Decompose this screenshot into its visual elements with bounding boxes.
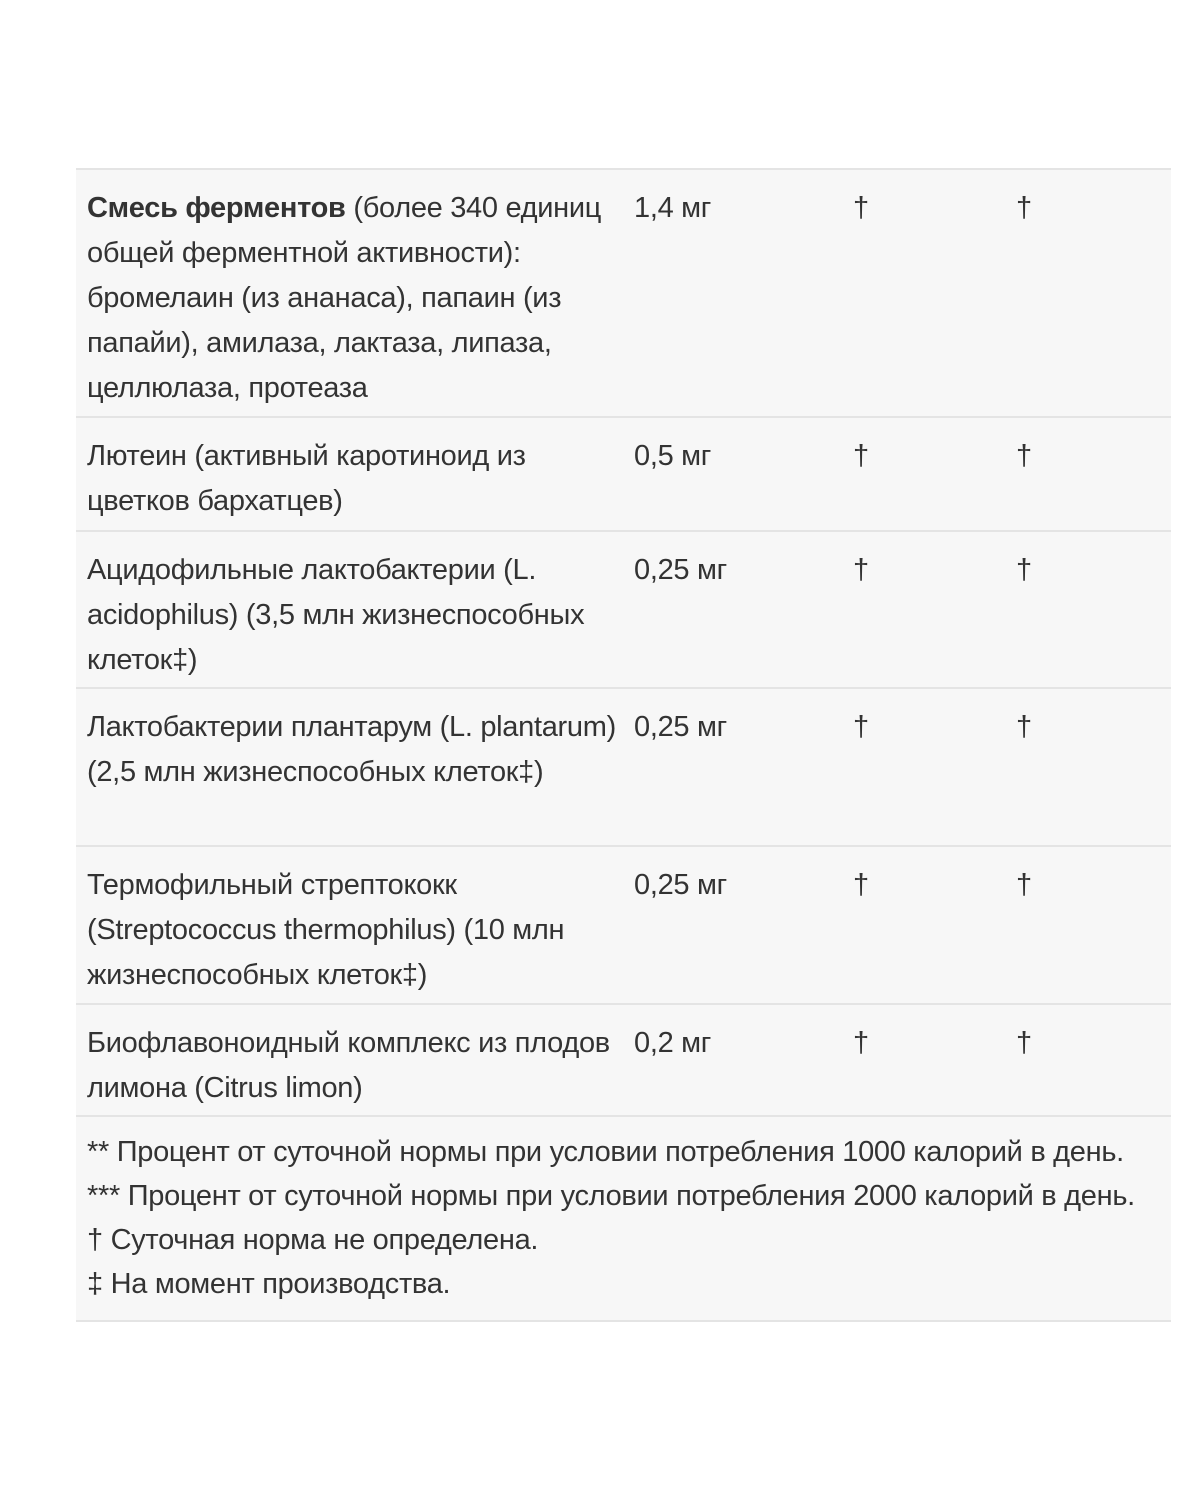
table-row [76, 847, 1171, 1005]
ingredient-amount: 0,25 мг [634, 711, 727, 743]
daily-value-2000: † [1016, 440, 1032, 472]
daily-value-1000: † [853, 440, 869, 472]
daily-value-2000: † [1016, 554, 1032, 586]
supplement-facts-table [76, 168, 1171, 1322]
ingredient-name-bold: Смесь ферментов [87, 192, 346, 224]
ingredient-name: Биофлавоноидный комплекс из плодов лимона (Citrus limon) [87, 1027, 610, 1104]
daily-value-1000: † [853, 1027, 869, 1059]
daily-value-2000: † [1016, 869, 1032, 901]
ingredient-amount: 0,5 мг [634, 440, 712, 472]
footnote-double-dagger: ‡ На момент производства. [87, 1268, 451, 1300]
daily-value-1000: † [853, 869, 869, 901]
daily-value-2000: † [1016, 711, 1032, 743]
ingredient-amount: 0,2 мг [634, 1027, 712, 1059]
table-row [76, 689, 1171, 847]
ingredient-name: Лактобактерии плантарум (L. plantarum) (2,5 млн жизнеспособных клеток‡) [87, 711, 616, 788]
footnote-2000-kcal: *** Процент от суточной нормы при условии потребления 2000 калорий в день. [87, 1180, 1135, 1212]
daily-value-2000: † [1016, 1027, 1032, 1059]
ingredient-name-detail: (более 340 единиц общей ферментной активности): бромелаин (из ананаса), папаин (из папайи), амилаза, лактаза, липаза, целлюлаза, протеаза [87, 192, 602, 404]
table-row [76, 532, 1171, 689]
daily-value-2000: † [1016, 192, 1032, 224]
daily-value-1000: † [853, 554, 869, 586]
footnote-1000-kcal: ** Процент от суточной нормы при условии потребления 1000 калорий в день. [87, 1136, 1124, 1168]
daily-value-1000: † [853, 711, 869, 743]
ingredient-name: Термофильный стрептококк (Streptococcus thermophilus) (10 млн жизнеспособных клеток‡) [87, 869, 565, 991]
ingredient-name [76, 170, 617, 411]
ingredient-name: Ацидофильные лактобактерии (L. acidophilus) (3,5 млн жизнеспособных клеток‡) [87, 554, 585, 676]
ingredient-amount: 0,25 мг [634, 554, 727, 586]
footnotes [76, 1117, 1171, 1322]
table-row [76, 170, 1171, 418]
ingredient-amount: 1,4 мг [634, 192, 712, 224]
daily-value-1000: † [853, 192, 869, 224]
table-row [76, 418, 1171, 532]
ingredient-amount: 0,25 мг [634, 869, 727, 901]
ingredient-name: Лютеин (активный каротиноид из цветков бархатцев) [87, 440, 526, 517]
table-row [76, 1005, 1171, 1117]
footnote-dagger: † Суточная норма не определена. [87, 1224, 539, 1256]
